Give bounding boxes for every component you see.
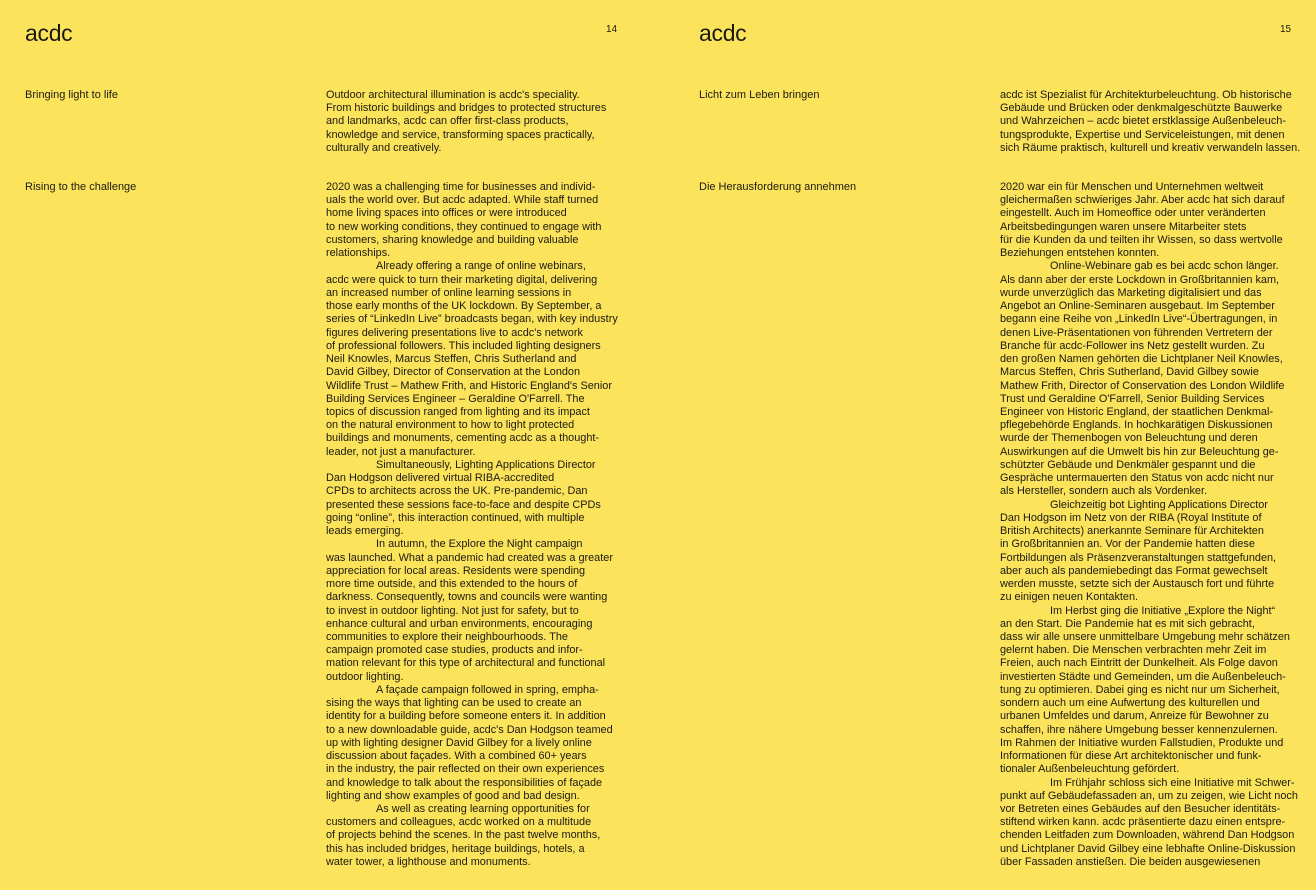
body-text-line: going “online”, this interaction continued, with multiple	[326, 511, 585, 524]
body-text-line: leader, not just a manufacturer.	[326, 445, 476, 458]
body-text-line: stiftend wirken kann. acdc präsentierte dazu einen entspre-	[1000, 816, 1286, 829]
body-text-line: punkt auf Gebäudefassaden an, um zu zeigen, wie Licht noch	[1000, 789, 1298, 802]
body-text-line: sondern auch um eine Aufwertung des kulturellen und	[1000, 697, 1260, 710]
body-text-line: culturally and creatively.	[326, 141, 442, 154]
body-text-line: buildings and monuments, cementing acdc as a thought-	[326, 432, 600, 445]
body-text-line: tung zu optimieren. Dabei ging es nicht nur um Sicherheit,	[1000, 683, 1280, 696]
body-text-line: über Fassaden anstießen. Die beiden ausgewiesenen	[1000, 855, 1261, 868]
section-heading: Rising to the challenge	[25, 181, 137, 193]
logo: acdc	[699, 20, 747, 46]
body-text-line: knowledge and service, transforming spaces practically,	[326, 128, 595, 141]
body-text-line: und Lichtplaner David Gilbey eine lebhafte Online-Diskussion	[1000, 842, 1296, 855]
body-text-line: uals the world over. But acdc adapted. While staff turned	[326, 194, 599, 207]
body-text-line: David Gilbey, Director of Conservation at the London	[326, 366, 581, 379]
body-text-line: Dan Hodgson im Netz von der RIBA (Royal Institute of	[1000, 511, 1262, 524]
body-text-line: Gleichzeitig bot Lighting Applications Director	[1050, 498, 1268, 511]
body-text-line: customers and colleagues, acdc worked on a multitude	[326, 816, 592, 829]
body-text-line: und Wahrzeichen – acdc bietet erstklassige Außenbeleuch-	[1000, 115, 1286, 128]
body-text-line: leads emerging.	[326, 525, 404, 538]
body-text-line: investierten Städte und Gemeinden, um die Außenbeleuch-	[1000, 670, 1286, 683]
body-text-line: lighting and show examples of good and bad design.	[326, 789, 580, 802]
section-body	[1000, 89, 1300, 155]
body-text-line: mation relevant for this type of architectural and functional	[326, 657, 606, 670]
body-text-line: and landmarks, acdc can offer first-class products,	[326, 115, 569, 128]
body-text-line: on the natural environment to how to light protected	[326, 419, 575, 432]
body-text-line: Freien, auch nach Eintritt der Dunkelheit. Als Folge davon	[1000, 657, 1278, 670]
body-text-line: Dan Hodgson delivered virtual RIBA-accredited	[326, 472, 555, 485]
body-text-line: begann eine Reihe von „LinkedIn Live“-Übertragungen, in	[1000, 313, 1278, 326]
body-text-line: urbanen Umfeldes und darum, Anreize für Bewohner zu	[1000, 710, 1269, 723]
body-text-line: an increased number of online learning sessions in	[326, 286, 572, 299]
body-text-line: zu einigen neuen Kontakten.	[1000, 591, 1139, 604]
body-text-line: topics of discussion ranged from lighting and its impact	[326, 405, 590, 418]
body-text-line: British Architects) anerkannte Seminare für Architekten	[1000, 525, 1264, 538]
body-text-line: relationships.	[326, 247, 391, 260]
page-right	[658, 0, 1316, 890]
section-body	[326, 181, 626, 869]
body-text-line: in the industry, the pair reflected on their own experiences	[326, 763, 605, 776]
body-text-line: In autumn, the Explore the Night campaign	[376, 538, 583, 551]
body-text-line: this has included bridges, heritage buildings, hotels, a	[326, 842, 585, 855]
body-text-line: Building Services Engineer – Geraldine O'Farrell. The	[326, 392, 585, 405]
body-text-line: communities to explore their neighbourhoods. The	[326, 630, 568, 643]
body-text-line: in Großbritannien an. Vor der Pandemie hatten diese	[1000, 538, 1255, 551]
body-text-line: discussion about façades. With a combined 60+ years	[326, 750, 587, 763]
body-text-line: Marcus Steffen, Chris Sutherland, David Gilbey sowie	[1000, 366, 1259, 379]
page-number: 15	[1280, 24, 1292, 35]
body-text-line: den großen Namen gehörten die Lichtplaner Neil Knowles,	[1000, 353, 1283, 366]
body-text-line: Wildlife Trust – Mathew Frith, and Historic England's Senior	[326, 379, 612, 392]
body-text-line: Gebäude und Brücken oder denkmalgeschützte Bauwerke	[1000, 102, 1283, 115]
body-text-line: to a new downloadable guide, acdc's Dan Hodgson teamed	[326, 723, 613, 736]
body-text-line: vor Betreten eines Gebäudes auf den Besucher identitäts-	[1000, 803, 1281, 816]
body-text-line: wurde unverzüglich das Marketing digitalisiert und das	[1000, 286, 1262, 299]
body-text-line: to new working conditions, they continued to engage with	[326, 220, 602, 233]
body-text-line: Im Herbst ging die Initiative „Explore the Night“	[1050, 604, 1276, 617]
body-text-line: aber auch als pandemiebedingt das Format gewechselt	[1000, 564, 1268, 577]
body-text-line: identity for a building before someone enters it. In addition	[326, 710, 606, 723]
body-text-line: series of “LinkedIn Live” broadcasts began, with key industry	[326, 313, 618, 326]
body-text-line: Neil Knowles, Marcus Steffen, Chris Sutherland and	[326, 353, 577, 366]
body-text-line: From historic buildings and bridges to protected structures	[326, 102, 607, 115]
body-text-line: more time outside, and this extended to the hours of	[326, 578, 578, 591]
logo: acdc	[25, 20, 73, 46]
body-text-line: up with lighting designer David Gilbey for a lively online	[326, 736, 592, 749]
section-heading: Die Herausforderung annehmen	[699, 181, 857, 193]
body-text-line: As well as creating learning opportunities for	[376, 803, 590, 816]
body-text-line: wurde der Themenbogen von Beleuchtung und deren	[1000, 432, 1258, 445]
body-text-line: eingestellt. Auch im Homeoffice oder unter veränderten	[1000, 207, 1266, 220]
body-text-line: Als dann aber der erste Lockdown in Großbritannien kam,	[1000, 273, 1280, 286]
body-text-line: Already offering a range of online webinars,	[376, 260, 586, 273]
body-text-line: Mathew Frith, Director of Conservation des London Wildlife	[1000, 379, 1285, 392]
body-text-line: Informationen für diese Art architektonischer und funk-	[1000, 750, 1262, 763]
body-text-line: 2020 was a challenging time for businesses and individ-	[326, 181, 596, 193]
body-text-line: sich Räume praktisch, kulturell und kreativ verwandeln lassen.	[1000, 141, 1301, 154]
body-text-line: 2020 war ein für Menschen und Unternehmen weltweit	[1000, 181, 1264, 193]
body-text-line: acdc were quick to turn their marketing digital, delivering	[326, 273, 598, 286]
body-text-line: Trust und Geraldine O'Farrell, Senior Building Services	[1000, 392, 1265, 405]
body-text-line: denen Live-Präsentationen von führenden Vertretern der	[1000, 326, 1273, 339]
body-text-line: pflegebehörde Englands. In hochkarätigen Diskussionen	[1000, 419, 1273, 432]
section-body	[1000, 181, 1300, 869]
body-text-line: Gespräche untermauerten den Status von acdc nicht nur	[1000, 472, 1274, 485]
body-text-line: tungsprodukte, Expertise und Serviceleistungen, mit denen	[1000, 128, 1285, 141]
body-text-line: Simultaneously, Lighting Applications Director	[376, 458, 596, 471]
body-text-line: Im Rahmen der Initiative wurden Fallstudien, Produkte und	[1000, 736, 1284, 749]
body-text-line: für die Kunden da und teilten ihr Wissen, so dass wertvolle	[1000, 233, 1283, 246]
body-text-line: campaign promoted case studies, products and infor-	[326, 644, 583, 657]
body-text-line: figures delivering presentations live to acdc's network	[326, 326, 583, 339]
body-text-line: werden musste, setzte sich der Austausch fort und führte	[1000, 578, 1275, 591]
body-text-line: A façade campaign followed in spring, empha-	[376, 683, 599, 696]
body-text-line: Branche für acdc-Follower ins Netz gestellt wurden. Zu	[1000, 339, 1265, 352]
body-text-line: an den Start. Die Pandemie hat es mit sich gebracht,	[1000, 617, 1255, 630]
page-number: 14	[606, 24, 618, 35]
body-text-line: water tower, a lighthouse and monuments.	[326, 855, 531, 868]
body-text-line: Engineer von Historic England, der staatlichen Denkmal-	[1000, 405, 1274, 418]
body-text-line: outdoor lighting.	[326, 670, 404, 683]
body-text-line: to invest in outdoor lighting. Not just for safety, but to	[326, 604, 579, 617]
body-text-line: enhance cultural and urban environments, encouraging	[326, 617, 593, 630]
body-text-line: was launched. What a pandemic had created was a greater	[326, 551, 613, 564]
body-text-line: those early months of the UK lockdown. By September, a	[326, 300, 602, 313]
body-text-line: Im Frühjahr schloss sich eine Initiative mit Schwer-	[1050, 776, 1295, 789]
body-text-line: gleichermaßen schwieriges Jahr. Aber acdc hat sich darauf	[1000, 194, 1285, 207]
body-text-line: Beziehungen entstehen konnten.	[1000, 247, 1160, 260]
body-text-line: and knowledge to talk about the responsibilities of façade	[326, 776, 603, 789]
body-text-line: Online-Webinare gab es bei acdc schon länger.	[1050, 260, 1279, 273]
body-text-line: schützter Gebäude und Denkmäler gespannt und die	[1000, 458, 1256, 471]
body-text-line: Angebot an Online-Seminaren ausgebaut. Im September	[1000, 300, 1275, 313]
section-heading: Licht zum Leben bringen	[699, 89, 820, 101]
body-text-line: schaffen, ihre nähere Umgebung besser kennenzulernen.	[1000, 723, 1278, 736]
body-text-line: appreciation for local areas. Residents were spending	[326, 564, 586, 577]
section-body	[326, 89, 626, 155]
body-text-line: dass wir alle unsere unmittelbare Umgebung mehr schätzen	[1000, 630, 1290, 643]
body-text-line: Fortbildungen als Präsenzveranstaltungen stattgefunden,	[1000, 551, 1277, 564]
body-text-line: Arbeitsbedingungen waren unsere Mitarbeiter stets	[1000, 220, 1247, 233]
body-text-line: customers, sharing knowledge and building valuable	[326, 233, 579, 246]
body-text-line: tionaler Außenbeleuchtung gefördert.	[1000, 763, 1180, 776]
section-heading: Bringing light to life	[25, 89, 118, 101]
body-text-line: chenden Leitfaden zum Downloaden, während Dan Hodgson	[1000, 829, 1295, 842]
body-text-line: sising the ways that lighting can be used to create an	[326, 697, 582, 710]
body-text-line: Auswirkungen auf die Umwelt bis hin zur Beleuchtung ge-	[1000, 445, 1279, 458]
body-text-line: home living spaces into offices or were introduced	[326, 207, 567, 220]
body-text-line: of professional followers. This included lighting designers	[326, 339, 601, 352]
body-text-line: CPDs to architects across the UK. Pre-pandemic, Dan	[326, 485, 588, 498]
body-text-line: gelernt haben. Die Menschen verbrachten mehr Zeit im	[1000, 644, 1267, 657]
body-text-line: als Hersteller, sondern auch als Vordenker.	[1000, 485, 1208, 498]
body-text-line: presented these sessions face-to-face and despite CPDs	[326, 498, 601, 511]
body-text-line: Outdoor architectural illumination is acdc's speciality.	[326, 89, 580, 101]
body-text-line: acdc ist Spezialist für Architekturbeleuchtung. Ob historische	[1000, 89, 1292, 101]
body-text-line: of projects behind the scenes. In the past twelve months,	[326, 829, 601, 842]
body-text-line: darkness. Consequently, towns and councils were wanting	[326, 591, 608, 604]
